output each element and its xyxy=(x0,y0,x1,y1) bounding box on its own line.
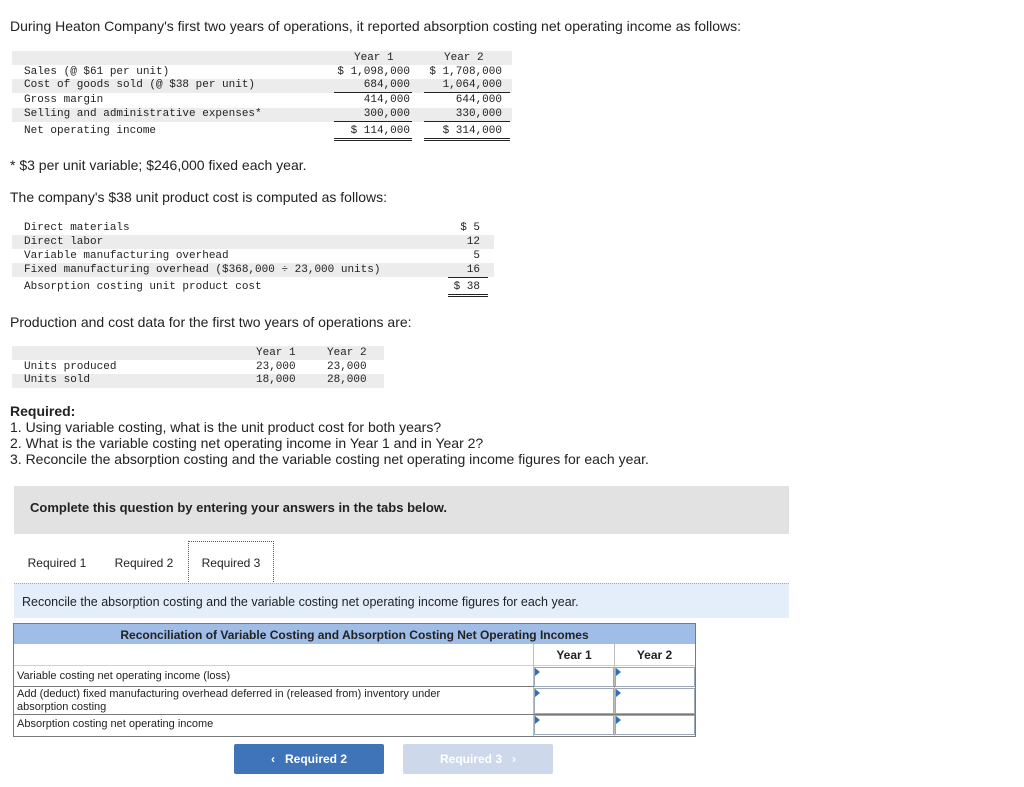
next-button-label: Required 3 xyxy=(439,752,502,766)
tab-prompt-text: Reconcile the absorption costing and the variable costing net operating income figures for each year. xyxy=(22,595,579,609)
income-row-label: Cost of goods sold (@ $38 per unit) xyxy=(24,79,256,91)
unit-cost-value: 5 xyxy=(473,250,480,262)
prev-required-button[interactable] xyxy=(234,744,384,774)
income-row-year2: $ 1,708,000 xyxy=(429,66,502,78)
reconciliation-title-row xyxy=(14,624,695,644)
income-row-year2: 330,000 xyxy=(455,108,502,120)
input-fixed-overhead-year1[interactable] xyxy=(534,688,614,714)
income-row-year1: 414,000 xyxy=(363,94,410,106)
tab-required-1[interactable]: Required 1 xyxy=(27,556,87,570)
unit-cost-value: 16 xyxy=(466,264,480,276)
production-row-label: Units sold xyxy=(24,374,91,386)
production-header-year2: Year 2 xyxy=(327,347,367,359)
production-header-year1: Year 1 xyxy=(256,347,296,359)
required-section xyxy=(10,403,649,467)
row-label-fixed-overhead-line2: absorption costing xyxy=(17,701,107,713)
prev-button-label: Required 2 xyxy=(284,752,347,766)
income-row-label: Selling and administrative expenses* xyxy=(24,108,262,120)
reconciliation-title: Reconciliation of Variable Costing and Absorption Costing Net Operating Incomes xyxy=(120,628,589,642)
row-label-absorption-noi: Absorption costing net operating income xyxy=(17,718,214,730)
next-required-button[interactable] xyxy=(403,744,553,774)
unit-cost-table xyxy=(12,221,494,297)
required-item: 2. What is the variable costing net operating income in Year 1 and in Year 2? xyxy=(10,435,484,451)
footnote: * $3 per unit variable; $246,000 fixed each year. xyxy=(10,157,307,173)
tab-required-2[interactable]: Required 2 xyxy=(114,556,174,570)
income-header-year1: Year 1 xyxy=(354,52,394,64)
instruction-box xyxy=(14,486,789,534)
row-label-variable-noi: Variable costing net operating income (loss) xyxy=(17,670,231,682)
production-intro: Production and cost data for the first two years of operations are: xyxy=(10,314,412,330)
unit-cost-label: Direct materials xyxy=(24,222,130,234)
input-variable-noi-year2[interactable] xyxy=(615,667,695,687)
income-row-year1: 300,000 xyxy=(363,108,410,120)
unit-cost-value: $ 5 xyxy=(460,222,480,234)
production-row-year2: 28,000 xyxy=(327,374,367,386)
production-row-year2: 23,000 xyxy=(327,361,367,373)
row-label-fixed-overhead xyxy=(17,688,440,714)
reconciliation-header-row xyxy=(14,644,695,666)
income-row-year2: 1,064,000 xyxy=(442,79,502,91)
production-row-year1: 18,000 xyxy=(256,374,296,386)
income-row-year1: 684,000 xyxy=(363,79,410,91)
reconciliation-table xyxy=(13,623,696,737)
unit-cost-label: Direct labor xyxy=(24,236,104,248)
unit-cost-value: $ 38 xyxy=(453,281,480,293)
income-row-label: Net operating income xyxy=(24,125,157,137)
unit-cost-label: Absorption costing unit product cost xyxy=(24,281,262,293)
income-row-label: Gross margin xyxy=(24,94,104,106)
required-item: 1. Using variable costing, what is the unit product cost for both years? xyxy=(10,419,442,435)
unit-cost-intro: The company's $38 unit product cost is computed as follows: xyxy=(10,189,387,205)
chevron-left-icon: ‹ xyxy=(270,752,275,766)
input-fixed-overhead-year2[interactable] xyxy=(615,688,695,714)
production-row-label: Units produced xyxy=(24,361,117,373)
unit-cost-value: 12 xyxy=(466,236,480,248)
required-item: 3. Reconcile the absorption costing and the variable costing net operating income figures for each year. xyxy=(10,451,649,467)
required-heading: Required: xyxy=(10,403,76,419)
row-label-fixed-overhead-line1: Add (deduct) fixed manufacturing overhead deferred in (released from) inventory under xyxy=(17,688,441,700)
column-header-year2: Year 2 xyxy=(636,648,673,662)
input-variable-noi-year1[interactable] xyxy=(534,667,614,687)
unit-cost-label: Fixed manufacturing overhead ($368,000 ÷ 23,000 units) xyxy=(24,264,381,276)
input-absorption-noi-year1[interactable] xyxy=(534,715,614,735)
instruction-text: Complete this question by entering your answers in the tabs below. xyxy=(30,500,448,515)
income-row-year2: 644,000 xyxy=(455,94,502,106)
income-row-year2: $ 314,000 xyxy=(442,125,502,137)
income-row-year1: $ 1,098,000 xyxy=(337,66,410,78)
income-row-label: Sales (@ $61 per unit) xyxy=(24,66,170,78)
input-absorption-noi-year2[interactable] xyxy=(615,715,695,735)
income-header-year2: Year 2 xyxy=(444,52,484,64)
tab-prompt-box xyxy=(14,583,789,618)
income-statement-table xyxy=(12,51,512,143)
income-row-year1: $ 114,000 xyxy=(350,125,410,137)
tab-required-3[interactable]: Required 3 xyxy=(188,541,274,584)
production-table xyxy=(12,346,384,388)
unit-cost-label: Variable manufacturing overhead xyxy=(24,250,229,262)
production-row-year1: 23,000 xyxy=(256,361,296,373)
intro-text: During Heaton Company's first two years of operations, it reported absorption costing net operating income as follows: xyxy=(10,18,742,34)
column-header-year1: Year 1 xyxy=(556,648,592,662)
chevron-right-icon: › xyxy=(512,752,516,766)
